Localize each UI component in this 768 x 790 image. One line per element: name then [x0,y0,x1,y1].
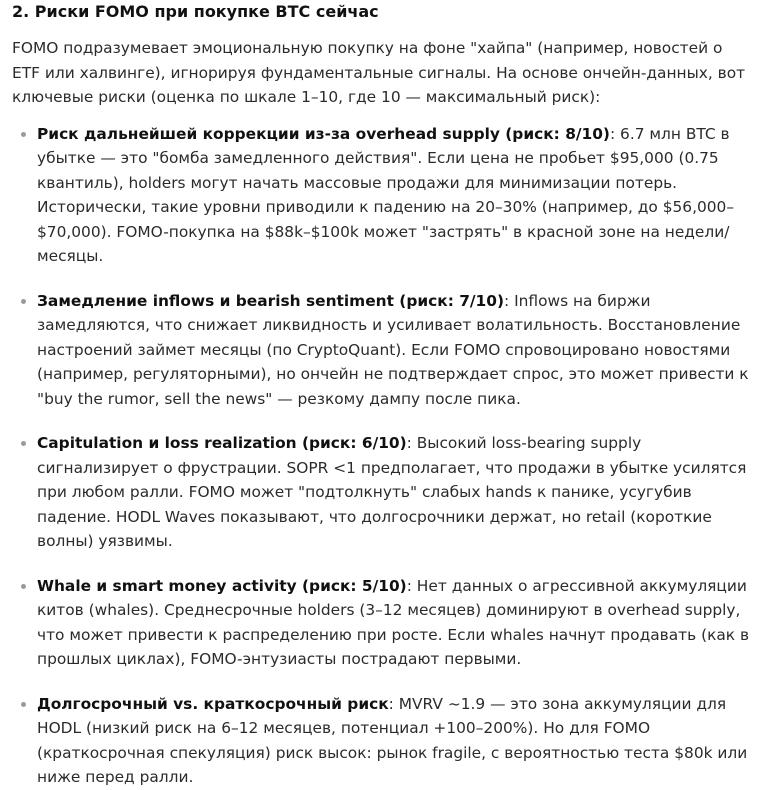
bullet-icon [21,584,26,589]
bullet-icon [21,132,26,137]
bullet-icon [21,299,26,304]
risk-title: Риск дальнейшей коррекции из-за overhead supply (риск: 8/10) [37,124,610,143]
section-heading: 2. Риски FOMO при покупке BTC сейчас [12,2,379,21]
risk-item-capitulation [12,431,750,554]
risk-text: : Высокий loss-bearing supply сигнализирует о фрустрации. SOPR <1 предполагает, что продажи в убытке усилятся при любом ралли. FOMO может "подтолкнуть" слабых hands к панике, усугубив падение. HODL Waves показывают, что долгосрочники держат, но retail (короткие волны) уязвимы. [37,434,747,550]
risk-title: Whale и smart money activity (риск: 5/10) [37,576,407,595]
risk-text: : MVRV ~1.9 — это зона аккумуляции для HODL (низкий риск на 6–12 месяцев, потенциал +100–200%). Но для FOMO (краткосрочная спекуляция) риск высок: рынок fragile, с вероятностью теста $80k или ниже перед ралли. [37,694,748,786]
bullet-icon [21,441,26,446]
risk-title: Capitulation и loss realization (риск: 6/10) [37,434,407,452]
risk-item-inflows [12,289,750,412]
risk-item-whales [12,574,750,672]
risk-text: : 6.7 млн BTC в убытке — это "бомба замедленного действия". Если цена не пробьет $95,000 (0.75 квантиль), holders могут начать массовые продажи для минимизации потерь. Исторически, такие уровни приводили к падению на 20–30% (например, до $56,000–$70,000). FOMO-покупка на $88k–$100k может "застрять" в красной зоне на недели/месяцы. [37,124,735,265]
risk-text: : Inflows на биржи замедляются, что снижает ликвидность и усиливает волатильность. Восстановление настроений займет месяцы (по CryptoQuant). Если FOMO спровоцировано новостями (например, регуляторными), но ончейн не подтверждает спрос, это может привести к "buy the rumor, sell the news" — резкому дампу после пика. [37,291,749,408]
intro-paragraph: FOMO подразумевает эмоциональную покупку на фоне "хайпа" (например, новостей о ETF или халвинге), игнорируя фундаментальные сигналы. На основе ончейн-данных, вот ключевые риски (оценка по шкале 1–10, где 10 — максимальный риск): [12,39,746,106]
bullet-icon [21,702,26,707]
risk-item-long-vs-short [12,692,750,790]
risk-item-overhead-supply [12,122,750,269]
risk-list [12,122,750,790]
risk-title: Долгосрочный vs. краткосрочный риск [37,694,389,713]
risk-text: : Нет данных о агрессивной аккумуляции китов (whales). Среднесрочные holders (3–12 месяцев) доминируют в overhead supply, что может привести к распределению при росте. Если whales начнут продавать (как в прошлых циклах), FOMO-энтузиасты пострадают первыми. [37,576,750,668]
risk-title: Замедление inflows и bearish sentiment (риск: 7/10) [37,291,505,310]
